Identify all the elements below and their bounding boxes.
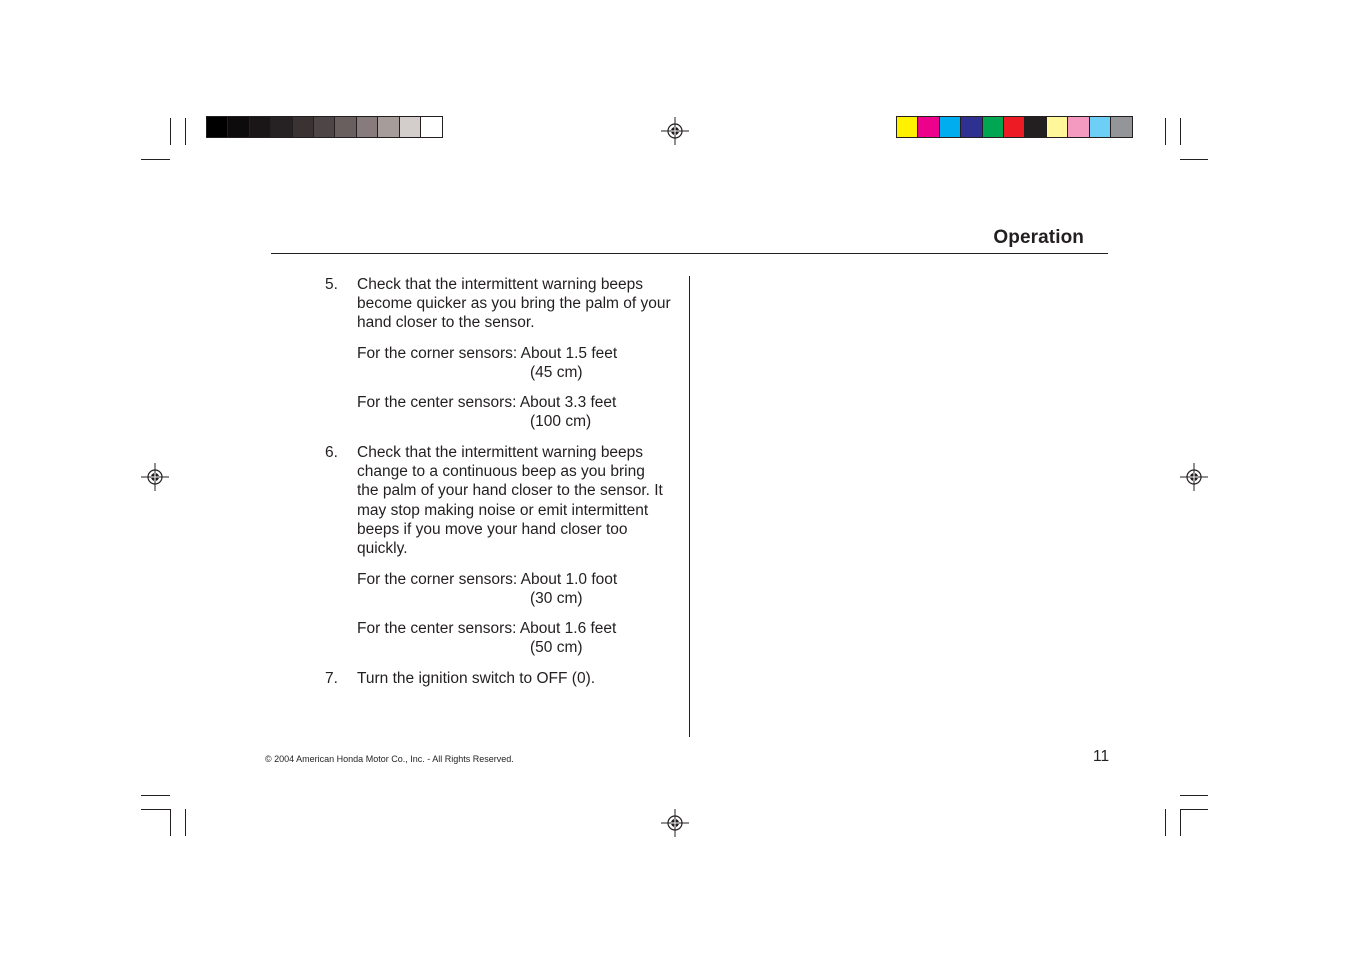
color-swatch	[961, 117, 982, 137]
color-swatch	[207, 117, 228, 137]
color-swatch	[400, 117, 421, 137]
distance-spec	[357, 570, 618, 608]
crop-mark	[1180, 118, 1181, 145]
color-swatch	[421, 117, 442, 137]
color-swatch	[1004, 117, 1025, 137]
distance-metric: (45 cm)	[530, 364, 583, 382]
crop-mark	[1165, 809, 1166, 836]
registration-mark-icon	[141, 463, 169, 491]
color-swatch	[983, 117, 1004, 137]
step-number: 5.	[325, 276, 338, 293]
step-number: 7.	[325, 670, 338, 687]
header-rule	[271, 253, 1108, 254]
crop-mark	[1165, 118, 1166, 145]
crop-mark	[1180, 795, 1208, 796]
distance-label: For the center sensors: About 3.3 feet	[357, 394, 617, 411]
distance-label: For the corner sensors: About 1.0 foot	[357, 571, 618, 588]
color-swatch	[897, 117, 918, 137]
color-swatch	[271, 117, 292, 137]
registration-mark-icon	[1180, 463, 1208, 491]
registration-mark-icon	[661, 809, 689, 837]
distance-spec	[357, 344, 618, 382]
color-swatch	[250, 117, 271, 137]
crop-mark	[170, 809, 171, 836]
crop-mark	[1180, 809, 1181, 836]
gray-calibration-bar	[206, 116, 443, 138]
crop-mark	[1180, 159, 1208, 160]
color-swatch	[1047, 117, 1068, 137]
copyright-notice: © 2004 American Honda Motor Co., Inc. - All Rights Reserved.	[265, 754, 514, 764]
page-number: 11	[1093, 748, 1110, 765]
distance-metric: (100 cm)	[530, 413, 592, 431]
color-swatch	[1111, 117, 1132, 137]
distance-metric: (30 cm)	[530, 590, 583, 608]
crop-mark	[141, 159, 170, 160]
color-swatch	[918, 117, 939, 137]
step-text: Turn the ignition switch to OFF (0).	[357, 670, 596, 687]
crop-mark	[141, 809, 170, 810]
color-swatch	[378, 117, 399, 137]
color-swatch	[1068, 117, 1089, 137]
distance-spec	[357, 393, 617, 431]
distance-label: For the center sensors: About 1.6 feet	[357, 620, 617, 637]
step-number: 6.	[325, 444, 338, 461]
step-text: Check that the intermittent warning beeps become quicker as you bring the palm of your hand closer to the sensor.	[357, 276, 671, 332]
crop-mark	[1180, 809, 1208, 810]
crop-mark	[185, 809, 186, 836]
color-swatch	[940, 117, 961, 137]
color-swatch	[228, 117, 249, 137]
color-calibration-bar	[896, 116, 1133, 138]
distance-metric: (50 cm)	[530, 639, 583, 657]
color-swatch	[1025, 117, 1046, 137]
color-swatch	[293, 117, 314, 137]
crop-mark	[185, 118, 186, 145]
color-swatch	[1090, 117, 1111, 137]
step-text: Check that the intermittent warning beeps change to a continuous beep as you bring the palm of your hand closer to the sensor. It may stop making noise or emit intermittent beeps if you move your hand closer too quickly.	[357, 444, 663, 558]
crop-mark	[141, 795, 170, 796]
distance-spec	[357, 619, 617, 657]
color-swatch	[357, 117, 378, 137]
distance-label: For the corner sensors: About 1.5 feet	[357, 345, 618, 362]
color-swatch	[314, 117, 335, 137]
crop-mark	[170, 118, 171, 145]
color-swatch	[335, 117, 356, 137]
section-title: Operation	[993, 227, 1084, 248]
column-divider	[689, 276, 690, 737]
registration-mark-icon	[661, 117, 689, 145]
